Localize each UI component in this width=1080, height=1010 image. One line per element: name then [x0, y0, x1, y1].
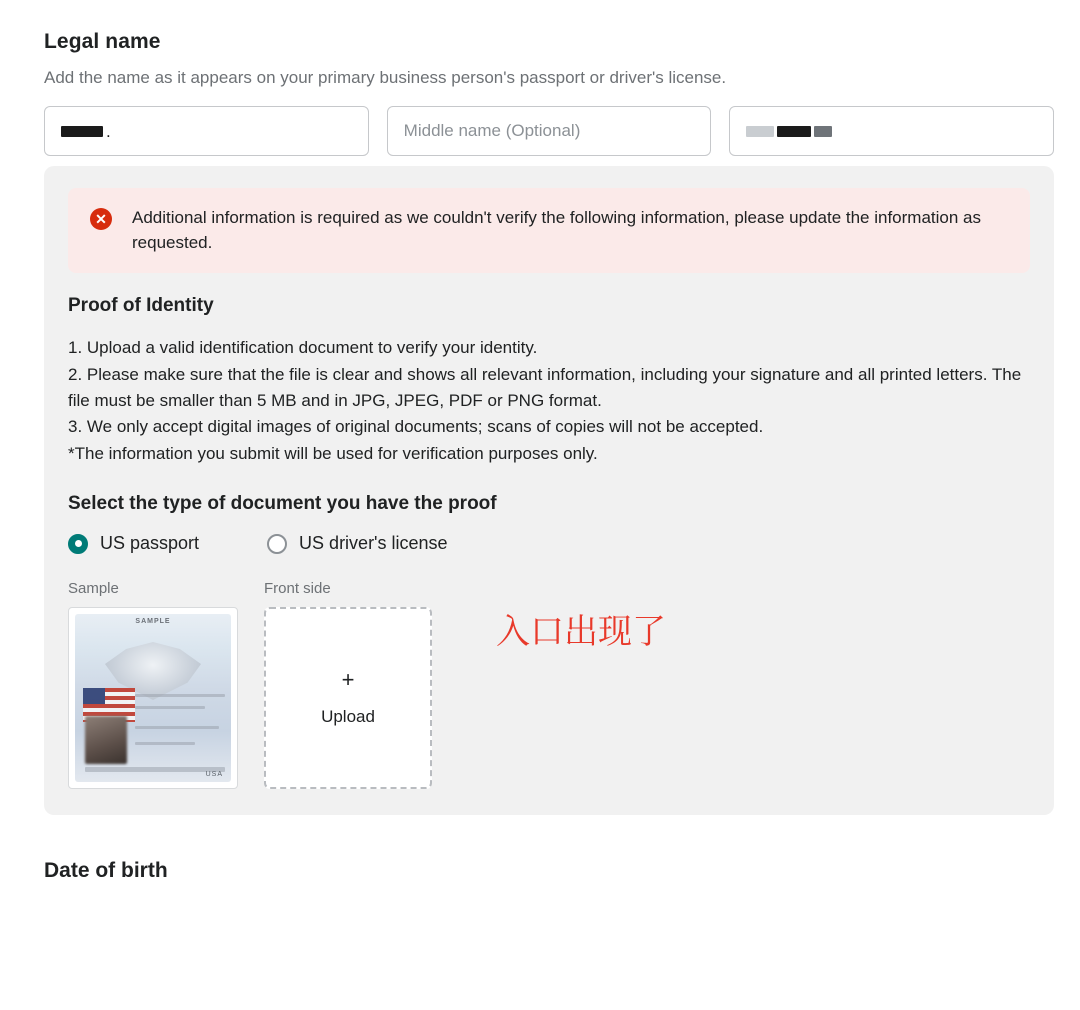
plus-icon: +	[341, 667, 355, 692]
sample-column	[68, 580, 238, 789]
instruction-line-2: 2. Please make sure that the file is clear and shows all relevant information, including your signature and all printed letters. The file must be smaller than 5 MB and in JPG, JPEG, PDF or PNG format.	[68, 364, 1022, 410]
passport-photo	[85, 716, 127, 764]
instruction-line-4: *The information you submit will be used for verification purposes only.	[68, 443, 598, 463]
passport-text-line	[135, 706, 205, 709]
passport-text-line	[135, 694, 225, 697]
sample-watermark: SAMPLE	[135, 618, 171, 625]
legal-name-description: Add the name as it appears on your primary business person's passport or driver's license.	[44, 68, 727, 87]
first-name-input[interactable]	[44, 106, 369, 156]
passport-illustration	[75, 614, 231, 782]
radio-label-us-drivers-license: US driver's license	[299, 533, 448, 553]
proof-of-identity-instructions	[68, 335, 1030, 467]
passport-country-code: USA	[205, 771, 223, 778]
document-type-heading: Select the type of document you have the proof	[68, 493, 497, 514]
proof-of-identity-heading: Proof of Identity	[68, 295, 214, 317]
alert-message: Additional information is required as we couldn't verify the following information, please update the information as requested.	[132, 208, 981, 252]
redaction-bar	[61, 126, 103, 137]
front-side-label: Front side	[264, 580, 331, 597]
upload-button-label: Upload	[321, 707, 375, 726]
sample-label: Sample	[68, 580, 119, 597]
radio-option-us-drivers-license[interactable]	[267, 533, 447, 554]
radio-unchecked-icon[interactable]	[267, 534, 287, 554]
redaction-bar	[777, 126, 811, 137]
radio-label-us-passport: US passport	[100, 533, 200, 553]
verification-alert	[68, 188, 1030, 273]
upload-area	[68, 580, 1030, 789]
instruction-line-1: 1. Upload a valid identification document to verify your identity.	[68, 338, 538, 358]
redaction-dot: .	[106, 121, 111, 141]
page-title: Legal name	[44, 30, 161, 53]
first-name-redacted-value	[61, 121, 111, 141]
instruction-line-3: 3. We only accept digital images of original documents; scans of copies will not be accepted.	[68, 417, 764, 437]
upload-dropzone[interactable]	[264, 607, 432, 789]
redaction-bar	[814, 126, 832, 137]
legal-name-fields	[44, 106, 1054, 156]
passport-text-line	[135, 726, 219, 729]
radio-checked-icon[interactable]	[68, 534, 88, 554]
passport-mrz-line	[85, 767, 225, 772]
front-side-column	[264, 580, 432, 789]
annotation-text: 入口出现了	[496, 613, 666, 651]
sample-passport-image	[68, 607, 238, 789]
last-name-input[interactable]	[729, 106, 1054, 156]
radio-option-us-passport[interactable]	[68, 533, 199, 554]
middle-name-input[interactable]: Middle name (Optional)	[387, 106, 712, 156]
error-icon: ✕	[90, 208, 112, 230]
redaction-bar	[746, 126, 774, 137]
last-name-redacted-value	[746, 126, 832, 137]
passport-text-line	[135, 742, 195, 745]
proof-of-identity-panel	[44, 166, 1054, 815]
date-of-birth-title: Date of birth	[44, 859, 168, 882]
document-type-radio-group	[68, 533, 1030, 554]
